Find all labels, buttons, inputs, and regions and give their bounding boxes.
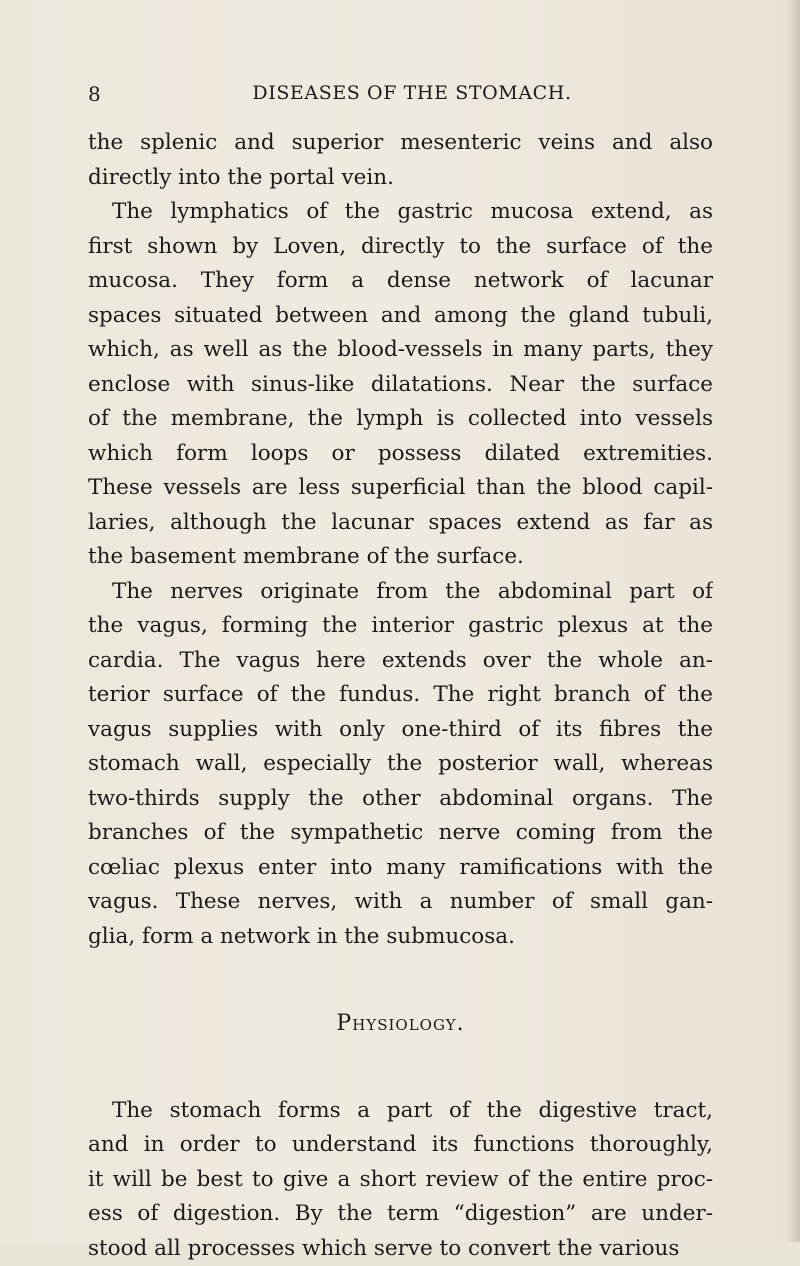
text-line: These vessels are less superficial than the blood capil- (88, 471, 713, 506)
text-after-heading (88, 1094, 713, 1266)
paragraph (88, 575, 713, 955)
text-line: branches of the sympathetic nerve coming from the (88, 816, 713, 851)
running-head: DISEASES OF THE STOMACH. (96, 82, 728, 104)
text-line: The stomach forms a part of the digestive tract, (88, 1094, 713, 1129)
text-line: of the membrane, the lymph is collected into vessels (88, 402, 713, 437)
text-line: directly into the portal vein. (88, 161, 713, 196)
text-line: laries, although the lacunar spaces extend as far as (88, 506, 713, 541)
text-before-heading (88, 126, 713, 954)
paragraph (88, 195, 713, 575)
text-line: vagus. These nerves, with a number of small gan- (88, 885, 713, 920)
text-line: it will be best to give a short review of the entire proc- (88, 1163, 713, 1198)
text-line: vagus supplies with only one-third of its fibres the (88, 713, 713, 748)
paragraph (88, 126, 713, 195)
text-line: stood all processes which serve to convert the various (88, 1232, 713, 1266)
text-line: first shown by Loven, directly to the surface of the (88, 230, 713, 265)
paragraph (88, 1094, 713, 1266)
text-line: cœliac plexus enter into many ramifications with the (88, 851, 713, 886)
page-edge-shadow (786, 0, 800, 1242)
text-line: The nerves originate from the abdominal part of (88, 575, 713, 610)
text-line: the vagus, forming the interior gastric plexus at the (88, 609, 713, 644)
text-line: the basement membrane of the surface. (88, 540, 713, 575)
page-number: 8 (88, 82, 101, 106)
text-line: two-thirds supply the other abdominal organs. The (88, 782, 713, 817)
text-line: The lymphatics of the gastric mucosa extend, as (88, 195, 713, 230)
text-line: cardia. The vagus here extends over the whole an- (88, 644, 713, 679)
text-line: glia, form a network in the submucosa. (88, 920, 713, 955)
section-heading: Physiology. (88, 1007, 713, 1042)
text-line: ess of digestion. By the term “digestion” are under- (88, 1197, 713, 1232)
text-line: terior surface of the fundus. The right branch of the (88, 678, 713, 713)
text-line: mucosa. They form a dense network of lacunar (88, 264, 713, 299)
text-line: stomach wall, especially the posterior wall, whereas (88, 747, 713, 782)
page-header (88, 82, 728, 112)
text-line: and in order to understand its functions thoroughly, (88, 1128, 713, 1163)
text-line: which form loops or possess dilated extremities. (88, 437, 713, 472)
body-text (88, 126, 713, 1266)
text-line: spaces situated between and among the gland tubuli, (88, 299, 713, 334)
text-line: enclose with sinus-like dilatations. Near the surface (88, 368, 713, 403)
text-line: which, as well as the blood-vessels in many parts, they (88, 333, 713, 368)
text-line: the splenic and superior mesenteric veins and also (88, 126, 713, 161)
